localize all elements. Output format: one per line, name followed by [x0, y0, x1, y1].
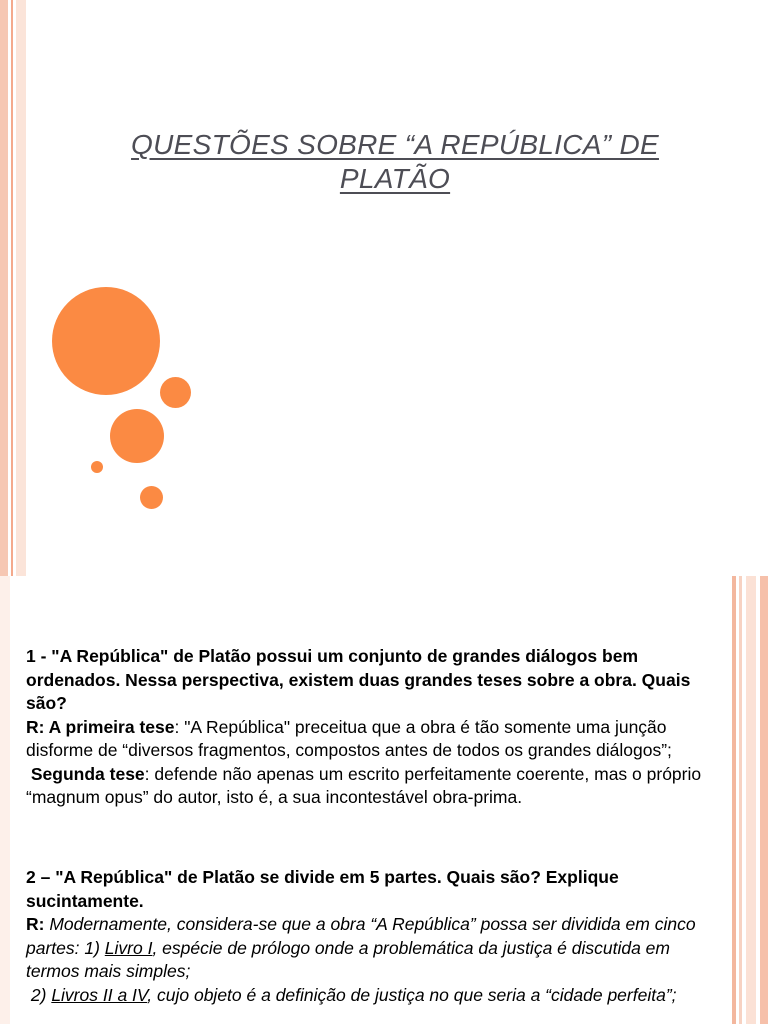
decorative-circle-medium — [110, 409, 164, 463]
question-1-text: 1 - "A República" de Platão possui um conjunto de grandes diálogos bem ordenados. Nessa perspectiva, existem duas grandes teses sobre a obra. Quais são? — [26, 646, 691, 713]
question-2-block — [26, 866, 716, 1007]
decorative-circle-tiny — [91, 461, 103, 473]
question-2-answer — [26, 913, 716, 984]
slide-title — [95, 128, 695, 196]
part-1-title: Livro I — [104, 937, 153, 958]
decorative-circle-small-2 — [140, 486, 163, 509]
decorative-stripe — [11, 0, 13, 576]
question-1-block — [26, 645, 716, 810]
slide-title-line-2: PLATÃO — [339, 163, 451, 194]
part-2-prefix: 2) — [30, 984, 52, 1005]
answer-label-second-thesis: Segunda tese — [30, 763, 145, 784]
decorative-stripe — [739, 576, 742, 1024]
decorative-stripe — [16, 0, 26, 576]
question-2-text: 2 – "A República" de Platão se divide em 5 partes. Quais são? Explique sucintamente. — [26, 867, 619, 911]
answer-label-first-thesis: R: A primeira tese — [26, 716, 175, 737]
answer-second-thesis-text: : defende não apenas um escrito perfeitamente coerente, mas o próprio “magnum opus” do autor, isto é, a sua incontestável obra-prima. — [26, 763, 702, 807]
slide-title-line-1: QUESTÕES SOBRE “A REPÚBLICA” DE — [131, 129, 659, 160]
question-1-answer — [26, 716, 716, 763]
part-1-text: , espécie de prólogo onde a problemática da justiça é discutida em termos mais simples; — [26, 937, 670, 981]
decorative-stripe — [746, 576, 756, 1024]
decorative-stripe — [0, 576, 10, 1024]
decorative-circle-small — [160, 377, 191, 408]
answer-label: R: — [26, 914, 45, 934]
answer-intro: Modernamente, considera-se que a obra “A República” possa ser dividida em cinco partes: 1) — [26, 914, 696, 958]
part-2-title: Livros II a IV — [51, 984, 148, 1005]
decorative-circle-large — [52, 287, 160, 395]
slide-2 — [0, 576, 768, 1024]
part-2-text: , cujo objeto é a definição de justiça no que seria a “cidade perfeita”; — [147, 984, 677, 1005]
decorative-stripe — [760, 576, 768, 1024]
decorative-stripe — [0, 0, 8, 576]
question-2-part-2 — [26, 984, 716, 1008]
question-1-second-thesis — [26, 763, 716, 810]
answer-first-thesis-text: : "A República" preceitua que a obra é tão somente uma junção disforme de “diversos fragmentos, compostos antes de todos os grandes diálogos”; — [26, 716, 672, 760]
decorative-stripe — [732, 576, 736, 1024]
